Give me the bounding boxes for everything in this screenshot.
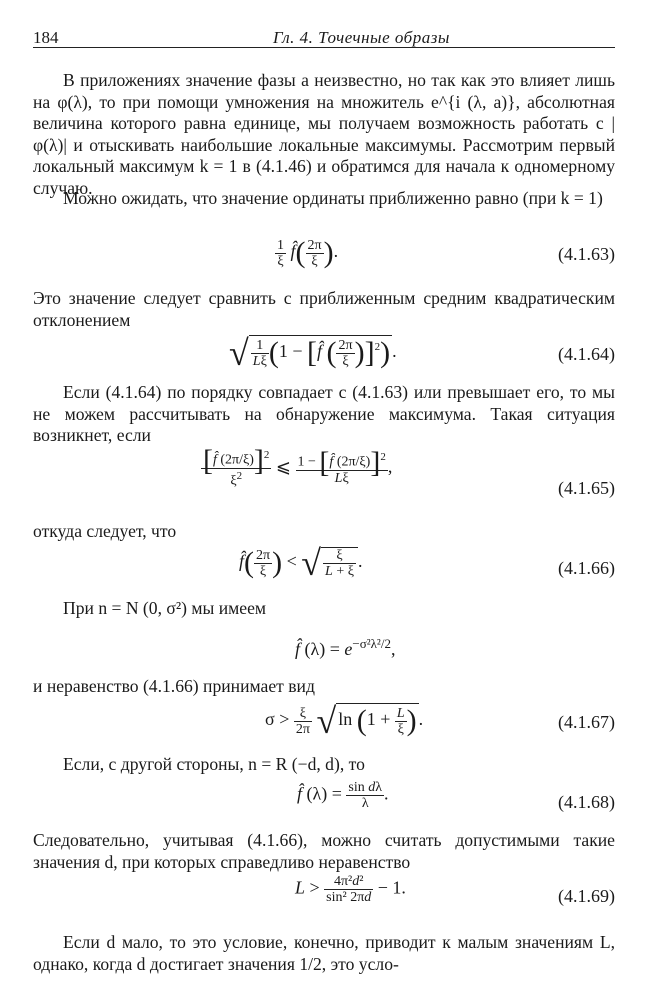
paragraph-10: Если d мало, то это условие, конечно, приводит к малым значениям L, однако, когда d достигает значения 1/2, это усло- bbox=[33, 932, 615, 974]
equation-4-1-67 bbox=[33, 700, 615, 748]
equation-formula: $\frac{1}{\xi}$ f̂( $\frac{2\pi}{\xi}$ ). bbox=[277, 236, 339, 269]
equation-fourier bbox=[33, 622, 615, 668]
equation-number: (4.1.67) bbox=[558, 712, 615, 732]
equation-4-1-63 bbox=[33, 236, 615, 276]
page-number: 184 bbox=[33, 28, 59, 47]
paragraph-5: откуда следует, что bbox=[33, 521, 177, 541]
equation-formula: σ > $\frac{\xi}{2\pi}$ √ ln (1 + $\frac{L}{\xi}$ ) . bbox=[265, 701, 424, 741]
paragraph-6: При n = N (0, σ²) мы имеем bbox=[63, 598, 267, 618]
equation-4-1-66 bbox=[33, 542, 615, 590]
equation-number: (4.1.66) bbox=[558, 558, 615, 578]
equation-4-1-65 bbox=[33, 443, 615, 508]
equation-formula: $\frac{[f̂ (2\pi/\xi)]^2}{\xi^2}$ ⩽ $\frac{1 - [f̂ (2\pi/\xi)]^2}{L\xi}$ , bbox=[203, 443, 393, 489]
paragraph-3: Это значение следует сравнить с приближенным средним квадратическим отклонением bbox=[33, 288, 615, 330]
equation-formula: f̂( $\frac{2\pi}{\xi}$ ) < √ $\frac{\xi}{L + \xi}$ . bbox=[239, 543, 363, 583]
equation-formula: √ $\frac{1}{L\xi}$ (1 − [f̂ ( $\frac{2\pi}{\xi}$ )]$^2$) . bbox=[229, 333, 397, 373]
equation-formula: f̂ (λ) = $\frac{\text{sin dλ}}{\lambda}$ . bbox=[297, 780, 389, 811]
equation-formula: f̂ $(\lambda) = e^{-\sigma^2\lambda^2/2}$, bbox=[295, 636, 396, 659]
equation-number: (4.1.65) bbox=[558, 478, 615, 498]
paragraph-7: и неравенство (4.1.66) принимает вид bbox=[33, 676, 315, 696]
equation-4-1-68 bbox=[33, 780, 615, 824]
equation-number: (4.1.64) bbox=[558, 344, 615, 364]
paragraph-2: Можно ожидать, что значение ординаты приближенно равно (при k = 1) bbox=[63, 188, 603, 208]
equation-formula: L > $\frac{\text{4π²d²}}{\text{sin² 2πd}}$ − 1. bbox=[295, 874, 406, 905]
running-title: Гл. 4. Точечные образы bbox=[273, 28, 450, 47]
equation-number: (4.1.69) bbox=[558, 886, 615, 906]
equation-4-1-64 bbox=[33, 332, 615, 376]
equation-number: (4.1.63) bbox=[558, 244, 615, 264]
paragraph-1: В приложениях значение фазы a неизвестно, но так как это влияет лишь на φ(λ), то при помощи умножения на множитель e^{i (λ, a)}, абсолютная величина которого равна единице, мы получаем возможность работать с |φ(λ)| и отыскивать наибольшие локальные максимумы. Рассмотрим первый локальный максимум k = 1 в (4.1.46) и обратимся для начала к одномерному случаю. bbox=[33, 70, 615, 198]
equation-number: (4.1.68) bbox=[558, 792, 615, 812]
paragraph-9: Следовательно, учитывая (4.1.66), можно считать допустимыми такие значения d, при которых справедливо неравенство bbox=[33, 830, 615, 872]
paragraph-8: Если, с другой стороны, n = R (−d, d), то bbox=[63, 754, 365, 774]
header-rule bbox=[33, 47, 615, 48]
equation-4-1-69 bbox=[33, 874, 615, 918]
paragraph-4: Если (4.1.64) по порядку совпадает с (4.1.63) или превышает его, то мы не можем рассчитывать на обнаружение максимума. Такая ситуация возникнет, если bbox=[33, 382, 615, 445]
